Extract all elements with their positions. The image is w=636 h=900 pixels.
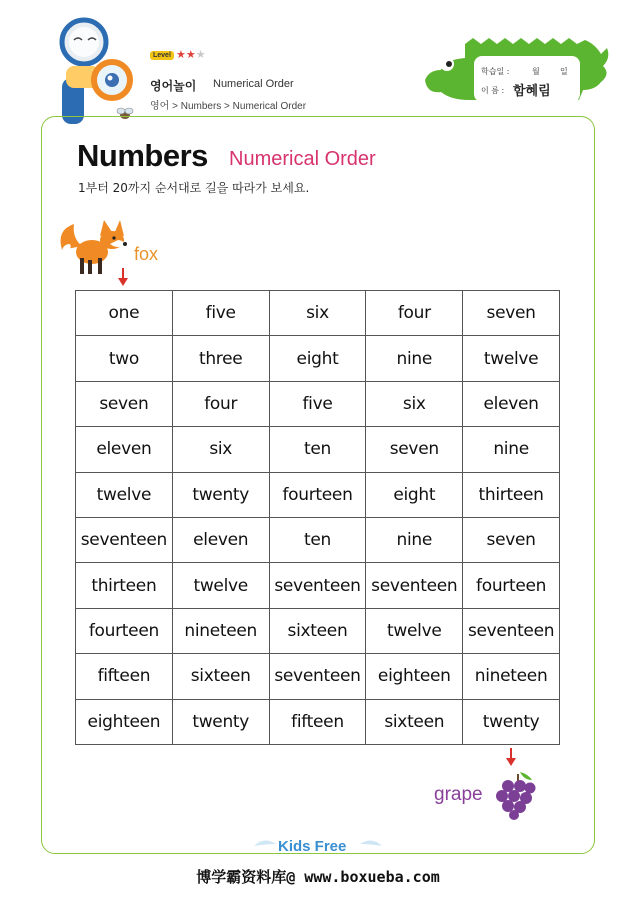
star-off-icon: ★ [195, 48, 206, 61]
grid-cell[interactable]: twelve [76, 472, 173, 517]
grid-row [76, 291, 560, 336]
grid-cell[interactable]: seven [76, 381, 173, 426]
level-stars [176, 48, 206, 61]
grape-icon [490, 770, 538, 820]
level-badge: Level [150, 51, 174, 60]
grid-cell[interactable]: six [172, 427, 269, 472]
grid-cell[interactable]: ten [269, 517, 366, 562]
grid-cell[interactable]: eight [269, 336, 366, 381]
grid-cell[interactable]: nine [463, 427, 560, 472]
breadcrumb: 영어 > Numbers > Numerical Order [150, 101, 307, 112]
grid-cell[interactable]: five [172, 291, 269, 336]
grid-cell[interactable]: four [172, 381, 269, 426]
grid-cell[interactable]: two [76, 336, 173, 381]
kids-free-logo [250, 836, 386, 858]
grid-cell[interactable]: twenty [463, 699, 560, 744]
day-label: 일 [560, 67, 568, 76]
grid-cell[interactable]: six [269, 291, 366, 336]
grid-cell[interactable]: nine [366, 336, 463, 381]
arrow-down-icon [505, 747, 517, 767]
grid-cell[interactable]: eighteen [76, 699, 173, 744]
grid-cell[interactable]: seven [366, 427, 463, 472]
star-on-icon: ★★ [176, 48, 196, 61]
grid-cell[interactable]: eleven [76, 427, 173, 472]
grid-cell[interactable]: eleven [172, 517, 269, 562]
page-subtitle: Numerical Order [229, 148, 376, 170]
grid-cell[interactable]: seventeen [269, 654, 366, 699]
grid-cell[interactable]: eighteen [366, 654, 463, 699]
number-maze-grid [75, 290, 560, 745]
category-korean: 영어놀이 [150, 79, 197, 93]
grid-cell[interactable]: seven [463, 517, 560, 562]
grid-cell[interactable]: seventeen [366, 563, 463, 608]
grid-cell[interactable]: six [366, 381, 463, 426]
grid-cell[interactable]: three [172, 336, 269, 381]
grid-cell[interactable]: nineteen [172, 608, 269, 653]
date-label: 학습일 : [481, 67, 510, 76]
grid-cell[interactable]: seventeen [76, 517, 173, 562]
name-label: 이 름 : [481, 86, 505, 95]
grid-cell[interactable]: one [76, 291, 173, 336]
instruction-text: 1부터 20까지 순서대로 길을 따라가 보세요. [78, 181, 310, 195]
grid-cell[interactable]: seventeen [269, 563, 366, 608]
grid-cell[interactable]: twelve [366, 608, 463, 653]
month-label: 월 [532, 67, 540, 76]
grid-cell[interactable]: thirteen [76, 563, 173, 608]
grid-cell[interactable]: four [366, 291, 463, 336]
start-label: fox [134, 244, 159, 264]
grid-cell[interactable]: fifteen [269, 699, 366, 744]
logo-text: Kids Free [278, 838, 347, 855]
grid-row [76, 699, 560, 744]
grid-row [76, 608, 560, 653]
grid-cell[interactable]: nineteen [463, 654, 560, 699]
grid-cell[interactable]: five [269, 381, 366, 426]
grid-row [76, 517, 560, 562]
grid-cell[interactable]: fourteen [463, 563, 560, 608]
grid-row [76, 381, 560, 426]
grid-row [76, 427, 560, 472]
grid-cell[interactable]: fourteen [269, 472, 366, 517]
grid-cell[interactable]: fourteen [76, 608, 173, 653]
end-label: grape [434, 784, 483, 805]
grid-cell[interactable]: thirteen [463, 472, 560, 517]
grid-cell[interactable]: sixteen [269, 608, 366, 653]
grid-cell[interactable]: eight [366, 472, 463, 517]
page-title: Numbers [77, 138, 208, 173]
grid-cell[interactable]: fifteen [76, 654, 173, 699]
grid-row [76, 654, 560, 699]
grid-cell[interactable]: sixteen [172, 654, 269, 699]
grid-row [76, 336, 560, 381]
grid-cell[interactable]: twelve [172, 563, 269, 608]
grid-cell[interactable]: eleven [463, 381, 560, 426]
arrow-down-icon [117, 267, 129, 287]
grid-cell[interactable]: seven [463, 291, 560, 336]
grid-cell[interactable]: twelve [463, 336, 560, 381]
grid-cell[interactable]: nine [366, 517, 463, 562]
grid-row [76, 472, 560, 517]
grid-cell[interactable]: twenty [172, 472, 269, 517]
student-name: 함혜림 [513, 84, 551, 99]
watermark: 博学霸资料库@ www.boxueba.com [196, 868, 440, 886]
grid-cell[interactable]: seventeen [463, 608, 560, 653]
category-english: Numerical Order [213, 78, 294, 90]
grid-cell[interactable]: sixteen [366, 699, 463, 744]
grid-row [76, 563, 560, 608]
grid-cell[interactable]: twenty [172, 699, 269, 744]
grid-cell[interactable]: ten [269, 427, 366, 472]
